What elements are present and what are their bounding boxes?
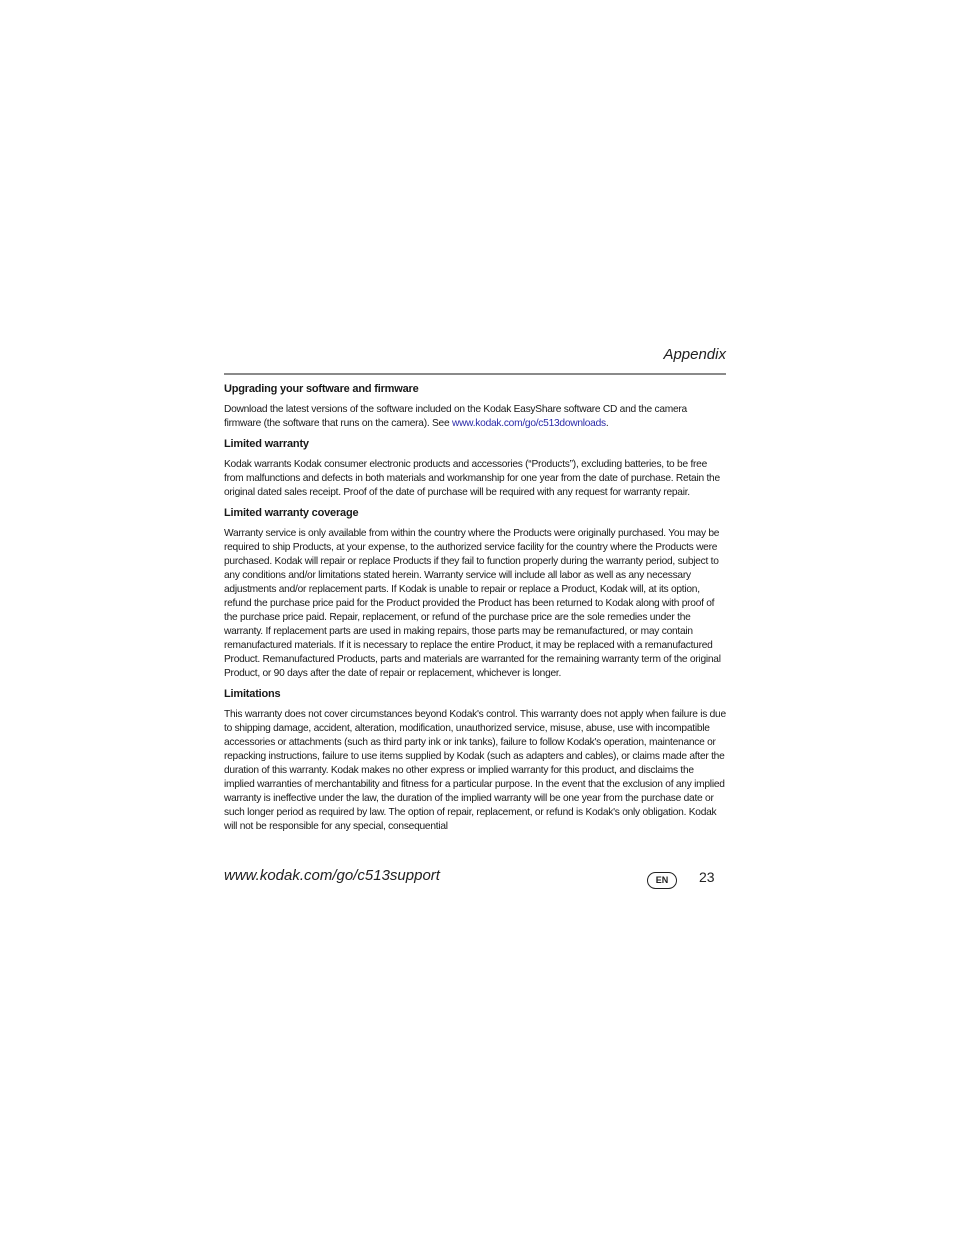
- document-page: [224, 0, 726, 1235]
- upgrading-text-after-link: .: [605, 418, 609, 429]
- paragraph-limitations: This warranty does not cover circumstances beyond Kodak's control. This warranty does not apply when failure is due to shipping damage, accident, alteration, modification, unauthorized service, misuse, abuse, use with incompatible accessories or attachments (such as third party ink or ink tanks), failure to follow Kodak's operation, maintenance or repacking instructions, failure to use items supplied by Kodak (such as adapters and cables), or claims made after the duration of this warranty. Kodak makes no other express or implied warranty for this product, and disclaims the implied warranties of merchantability and fitness for a particular purpose. In the event that the exclusion of any implied warranty is ineffective under the law, the duration of the implied warranty will be one year from the purchase date or such longer period as required by law. The option of repair, replacement, or refund is Kodak's only obligation. Kodak will not be responsible for any special, consequential: [224, 709, 726, 832]
- section-title: Appendix: [663, 346, 726, 363]
- support-url[interactable]: www.kodak.com/go/c513support: [224, 867, 440, 884]
- heading-upgrading-software: Upgrading your software and firmware: [224, 383, 419, 395]
- header-divider: [224, 373, 726, 375]
- paragraph-limited-warranty-coverage: Warranty service is only available from within the country where the Products were originally purchased. You may be required to ship Products, at your expense, to the authorized service facility for the country where the Products were purchased. Kodak will repair or replace Products if they fail to function properly during the warranty period, subject to any conditions and/or limitations stated herein. Warranty service will include all labor as well as any necessary adjustments and/or replacement parts. If Kodak is unable to repair or replace a Product, Kodak will, at its option, refund the purchase price paid for the Product provided the Product has been returned to Kodak along with proof of the purchase price paid. Repair, replacement, or refund of the purchase price are the sole remedies under the warranty. If replacement parts are used in making repairs, those parts may be remanufactured, or may contain remanufactured materials. If it is necessary to replace the entire Product, it may be replaced with a remanufactured Product. Remanufactured Products, parts and materials are warranted for the remaining warranty term of the original Product, or 90 days after the date of repair or replacement, whichever is longer.: [224, 528, 721, 679]
- page-content: [224, 382, 726, 840]
- heading-limitations: Limitations: [224, 688, 281, 700]
- paragraph-limited-warranty: Kodak warrants Kodak consumer electronic products and accessories (“Products”), excluding batteries, to be free from malfunctions and defects in both materials and workmanship for one year from the date of purchase. Retain the original dated sales receipt. Proof of the date of purchase will be required with any request for warranty repair.: [224, 459, 720, 498]
- language-badge: EN: [647, 872, 677, 889]
- page-number: 23: [699, 869, 715, 885]
- downloads-link[interactable]: www.kodak.com/go/c513downloads: [451, 418, 606, 429]
- upgrading-text-before-link: Download the latest versions of the software included on the Kodak EasyShare software CD and the camera firmware (the software that runs on the camera). See: [224, 404, 687, 429]
- paragraph-upgrading-software: [224, 403, 726, 431]
- heading-limited-warranty-coverage: Limited warranty coverage: [224, 507, 359, 519]
- heading-limited-warranty: Limited warranty: [224, 438, 309, 450]
